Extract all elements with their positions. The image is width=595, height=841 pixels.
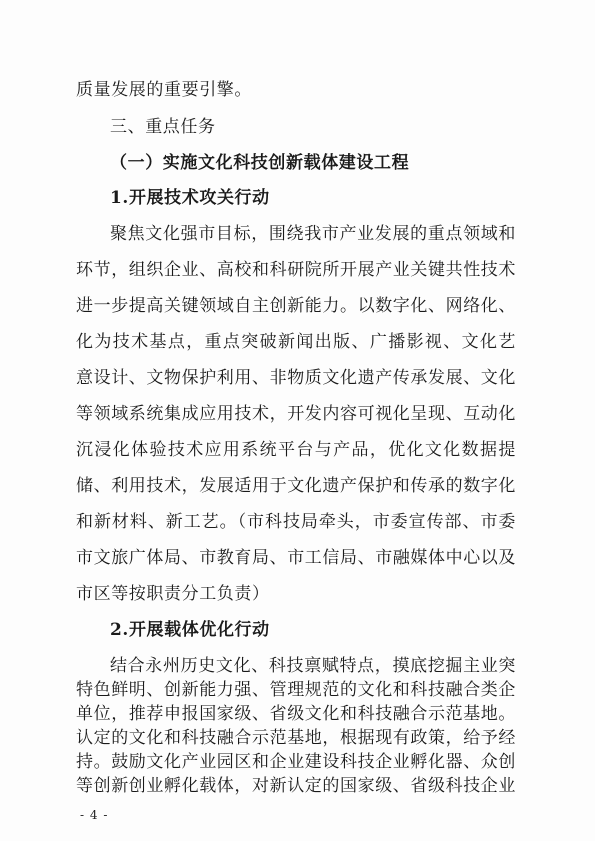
paragraph-1-line-11: 市区等按职责分工负责） — [76, 584, 270, 604]
text-line-continuation: 质量发展的重要引擎。 — [76, 80, 252, 100]
paragraph-1-line-4: 化为技术基点，重点突破新闻出版、广播影视、文化艺 — [76, 332, 516, 352]
paragraph-1-line-1: 聚焦文化强市目标，围绕我市产业发展的重点领域和 — [110, 224, 516, 244]
paragraph-1-line-2: 环节，组织企业、高校和科研院所开展产业关键共性技术 — [76, 260, 516, 280]
page-number: - 4 - — [80, 808, 109, 822]
subsection-heading: （一）实施文化科技创新载体建设工程 — [110, 153, 410, 173]
paragraph-2-line-3: 单位，推荐申报国家级、省级文化和科技融合示范基地。 — [76, 704, 516, 724]
paragraph-1-line-9: 和新材料、新工艺。（市科技局牵头，市委宣传部、市委 — [76, 512, 516, 532]
paragraph-1-line-10: 市文旅广体局、市教育局、市工信局、市融媒体中心以及 — [76, 548, 516, 568]
paragraph-2-line-2: 特色鲜明、创新能力强、管理规范的文化和科技融合类企 — [76, 680, 516, 700]
paragraph-2-line-1: 结合永州历史文化、科技禀赋特点，摸底挖掘主业突 — [110, 656, 516, 676]
paragraph-2-line-6: 等创新创业孵化载体，对新认定的国家级、省级科技企业 — [76, 776, 516, 796]
paragraph-2-line-4: 认定的文化和科技融合示范基地，根据现有政策，给予经 — [76, 728, 516, 748]
paragraph-1-line-3: 进一步提高关键领域自主创新能力。以数字化、网络化、 — [76, 296, 516, 316]
section-heading: 三、重点任务 — [110, 117, 216, 137]
paragraph-1-line-5: 意设计、文物保护利用、非物质文化遗产传承发展、文化 — [76, 368, 516, 388]
item-heading-2: 2.开展载体优化行动 — [110, 620, 270, 640]
paragraph-1-line-8: 储、利用技术，发展适用于文化遗产保护和传承的数字化 — [76, 476, 516, 496]
paragraph-1-line-7: 沉浸化体验技术应用系统平台与产品，优化文化数据提 — [76, 440, 516, 460]
paragraph-2-line-5: 持。鼓励文化产业园区和企业建设科技企业孵化器、众创 — [76, 752, 516, 772]
paragraph-1-line-6: 等领域系统集成应用技术，开发内容可视化呈现、互动化 — [76, 404, 516, 424]
item-heading-1: 1.开展技术攻关行动 — [110, 188, 270, 208]
